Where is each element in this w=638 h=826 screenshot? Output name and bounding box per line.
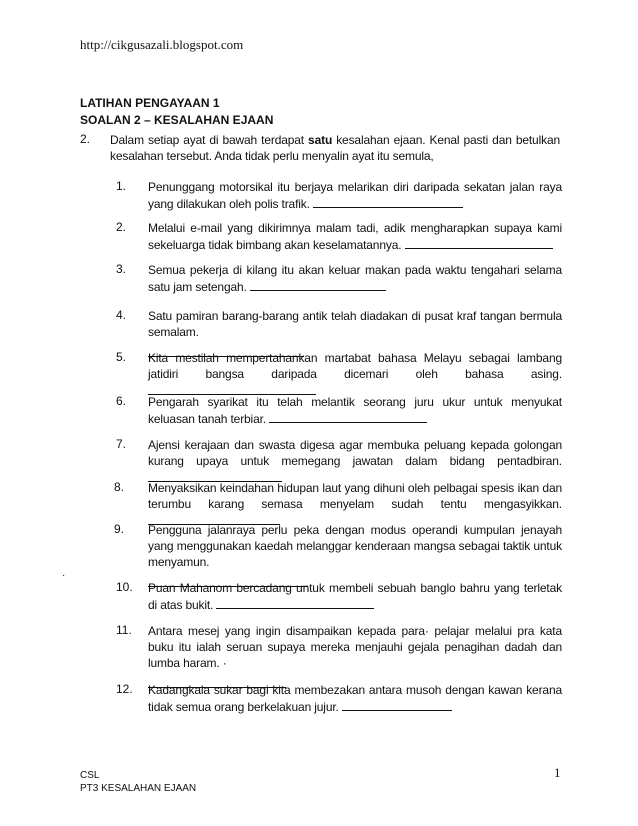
question-1	[148, 179, 562, 212]
title-line-2: SOALAN 2 – KESALAHAN EJAAN	[80, 113, 274, 127]
instruction-text	[110, 132, 560, 164]
footer-line-1: CSL	[80, 770, 100, 781]
title-line-1: LATIHAN PENGAYAAN 1	[80, 96, 220, 110]
question-1-number: 1.	[116, 179, 127, 193]
question-5	[148, 350, 562, 399]
question-11	[148, 623, 562, 688]
question-7-text: Ajensi kerajaan dan swasta digesa agar membuka peluang kepada golongan kurang upaya untuk memegang jawatan dalam bidang pentadbiran.	[148, 438, 562, 468]
question-6-text: Pengarah syarikat itu telah melantik seorang juru ukur untuk menyukat keluasan tanah terbiar.	[148, 395, 562, 426]
question-4-number: 4.	[116, 308, 127, 322]
answer-blank-6[interactable]	[269, 410, 427, 423]
question-12	[148, 682, 562, 715]
question-7-number: 7.	[116, 437, 127, 451]
question-11-number: 11.	[116, 623, 132, 637]
answer-blank-12[interactable]	[342, 698, 452, 711]
question-7	[148, 437, 562, 486]
question-3	[148, 262, 562, 295]
question-2-number: 2.	[116, 220, 127, 234]
answer-blank-10[interactable]	[216, 596, 374, 609]
question-1-text: Penunggang motorsikal itu berjaya melarikan diri daripada sekatan jalan raya yang dilakukan oleh polis trafik.	[148, 180, 562, 211]
question-6	[148, 394, 562, 427]
question-5-text: Kita mestilah mempertahankan martabat bahasa Melayu sebagai lambang jatidiri bangsa daripada dicemari oleh bahasa asing.	[148, 351, 562, 381]
question-4-text: Satu pamiran barang-barang antik telah diadakan di pusat kraf tangan bermula semalam.	[148, 309, 562, 339]
header-url: http://cikgusazali.blogspot.com	[80, 37, 244, 52]
question-5-number: 5.	[116, 350, 127, 364]
instruction-after: kesalahan ejaan. Kenal pasti dan betulkan kesalahan tersebut. Anda tidak perlu menyalin ayat itu semula,	[110, 133, 560, 163]
question-10-text: Puan Mahanom bercadang untuk membeli sebuah banglo bahru yang terletak di atas bukit.	[148, 581, 562, 612]
footer	[80, 769, 196, 795]
question-11-text: Antara mesej yang ingin disampaikan kepada para· pelajar melalui pra kata buku itu ialah seruan supaya mereka menjauhi gejala penagihan dadah dan lumba haram. ·	[148, 624, 562, 670]
question-3-number: 3.	[116, 262, 127, 276]
footer-line-2: PT3 KESALAHAN EJAAN	[80, 783, 197, 794]
answer-blank-1[interactable]	[313, 195, 463, 208]
instruction-number: 2.	[80, 132, 91, 146]
question-9-text: Pengguna jalanraya perlu peka dengan modus operandi kumpulan jenayah yang menggunakan kaedah melanggar kenderaan mangsa sebagai taktik untuk menyamun.	[148, 523, 562, 569]
instruction-before: Dalam setiap ayat di bawah terdapat	[110, 133, 309, 147]
answer-blank-3[interactable]	[250, 278, 386, 291]
stray-mark: ·	[62, 570, 66, 581]
answer-blank-2[interactable]	[405, 236, 553, 249]
question-8-number: 8.	[114, 480, 125, 494]
instruction-bold: satu	[308, 133, 333, 147]
page-number: 1	[554, 765, 561, 780]
question-3-text: Semua pekerja di kilang itu akan keluar makan pada waktu tengahari selama satu jam setengah.	[148, 263, 562, 294]
question-12-text: Kadangkala sukar bagi kita membezakan antara musoh dengan kawan kerana tidak semua orang berkelakuan jujur.	[148, 683, 562, 714]
question-12-number: 12.	[116, 682, 133, 696]
question-2	[148, 220, 562, 253]
question-10	[148, 580, 562, 613]
question-8-text: Menyaksikan keindahan hidupan laut yang dihuni oleh pelbagai spesis ikan dan terumbu karang semasa menyelam sudah tentu mengasyikkan.	[148, 481, 562, 511]
question-2-text: Melalui e-mail yang dikirimnya malam tadi, adik mengharapkan supaya kami sekeluarga tidak bimbang akan keselamatannya.	[148, 221, 562, 252]
question-9	[148, 522, 562, 587]
question-10-number: 10.	[116, 580, 133, 594]
question-6-number: 6.	[116, 394, 127, 408]
question-9-number: 9.	[114, 522, 125, 536]
